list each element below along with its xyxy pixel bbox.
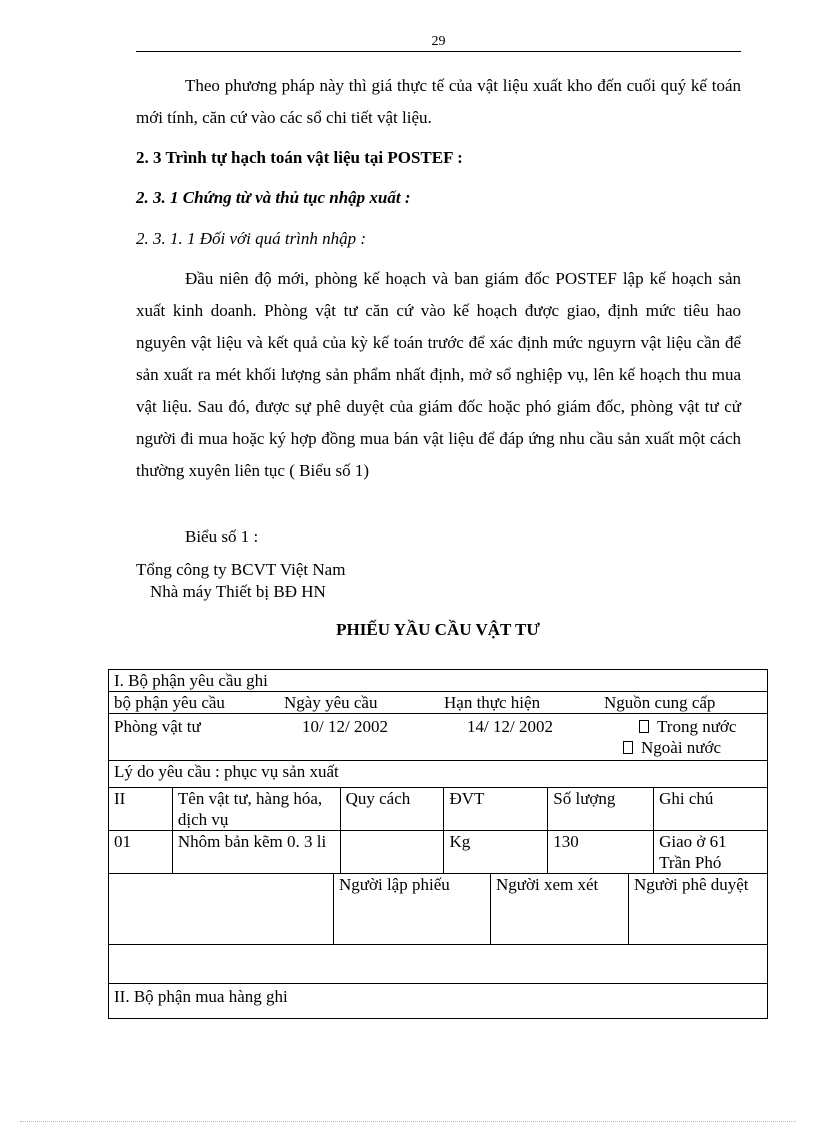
page-number: 29 [431, 34, 446, 49]
table-header-stt: II [109, 788, 173, 831]
reason-row: Lý do yêu cầu : phục vụ sản xuất [109, 761, 768, 788]
request-info-values [109, 714, 768, 761]
dept-value: Phòng vật tư [114, 717, 201, 736]
page-bottom-border [20, 1121, 796, 1122]
table-header-unit: ĐVT [444, 788, 548, 831]
blank-row [109, 945, 768, 984]
source-option-foreign[interactable] [623, 737, 736, 758]
col-date: Ngày yêu cầu [284, 693, 378, 712]
table-header-name: Tên vật tư, hàng hóa, dịch vụ [172, 788, 340, 831]
source-options [623, 716, 736, 758]
org-line-2: Nhà máy Thiết bị BĐ HN [150, 582, 326, 601]
heading-2-3: 2. 3 Trình tự hạch toán vật liệu tại POSTEF : [136, 148, 463, 167]
signature-row [109, 874, 768, 945]
sign-reviewer: Người xem xét [491, 874, 629, 944]
row-unit: Kg [444, 831, 548, 874]
sign-approver: Người phê duyệt [634, 875, 749, 894]
heading-2-3-1: 2. 3. 1 Chứng từ và thủ tục nhập xuất : [136, 188, 411, 207]
header-rule [136, 51, 741, 52]
heading-2-3-1-1: 2. 3. 1. 1 Đối với quá trình nhập : [136, 229, 367, 248]
table-header-note: Ghi chú [654, 788, 768, 831]
table-header-qty: Số lượng [548, 788, 654, 831]
row-stt: 01 [109, 831, 173, 874]
date-value: 10/ 12/ 2002 [302, 717, 388, 736]
section-2-label: II. Bộ phận mua hàng ghi [109, 984, 768, 1019]
deadline-value: 14/ 12/ 2002 [467, 717, 553, 736]
bieu-label: Biểu số 1 : [185, 527, 259, 546]
checkbox-icon [639, 720, 649, 733]
intro-paragraph: Theo phương pháp này thì giá thực tế của vật liệu xuất kho đến cuối quý kế toán mới tính, căn cứ vào các sổ chi tiết vật liệu. [136, 76, 741, 127]
row-qty: 130 [548, 831, 654, 874]
col-dept: bộ phận yêu cầu [114, 693, 225, 712]
form-title: PHIẾU YẦU CẦU VẬT TƯ [336, 620, 540, 639]
source-option-domestic-label: Trong nước [657, 717, 737, 736]
body-paragraph: Đầu niên độ mới, phòng kế hoạch và ban giám đốc POSTEF lập kế hoạch sản xuất kinh doanh. Phòng vật tư căn cứ vào kế hoạch được giao, định mức tiêu hao nguyên vật liệu và kết quả của kỳ kế toán trước để xác định mức nguyrn vật liệu cần để sản xuất ra mét khối lượng sản phẩm nhất định, mở sổ nghiệp vụ, lên kế hoạch thu mua vật liệu. Sau đó, được sự phê duyệt của giám đốc hoặc phó giám đốc, phòng vật tư cử người đi mua hoặc ký hợp đồng mua bán vật liệu để đáp ứng nhu cầu sản xuất một cách thường xuyên liên tục ( Biểu số 1) [136, 269, 741, 480]
row-note: Giao ở 61 Trần Phó [654, 831, 768, 874]
section-1-label: I. Bộ phận yêu cầu ghi [109, 670, 768, 692]
request-form [108, 669, 768, 1019]
row-spec [340, 831, 444, 874]
table-header-spec: Quy cách [340, 788, 444, 831]
org-line-1: Tổng công ty BCVT Việt Nam [136, 560, 346, 579]
source-option-foreign-label: Ngoài nước [641, 738, 722, 757]
request-info-header [109, 692, 768, 714]
sign-preparer: Người lập phiếu [334, 874, 491, 944]
row-name: Nhôm bản kẽm 0. 3 li [172, 831, 340, 874]
signature-blank [109, 874, 334, 944]
source-option-domestic[interactable] [623, 716, 736, 737]
table-row [109, 831, 768, 874]
col-deadline: Hạn thực hiện [444, 693, 541, 712]
checkbox-icon [623, 741, 633, 754]
col-source: Nguồn cung cấp [604, 693, 716, 712]
